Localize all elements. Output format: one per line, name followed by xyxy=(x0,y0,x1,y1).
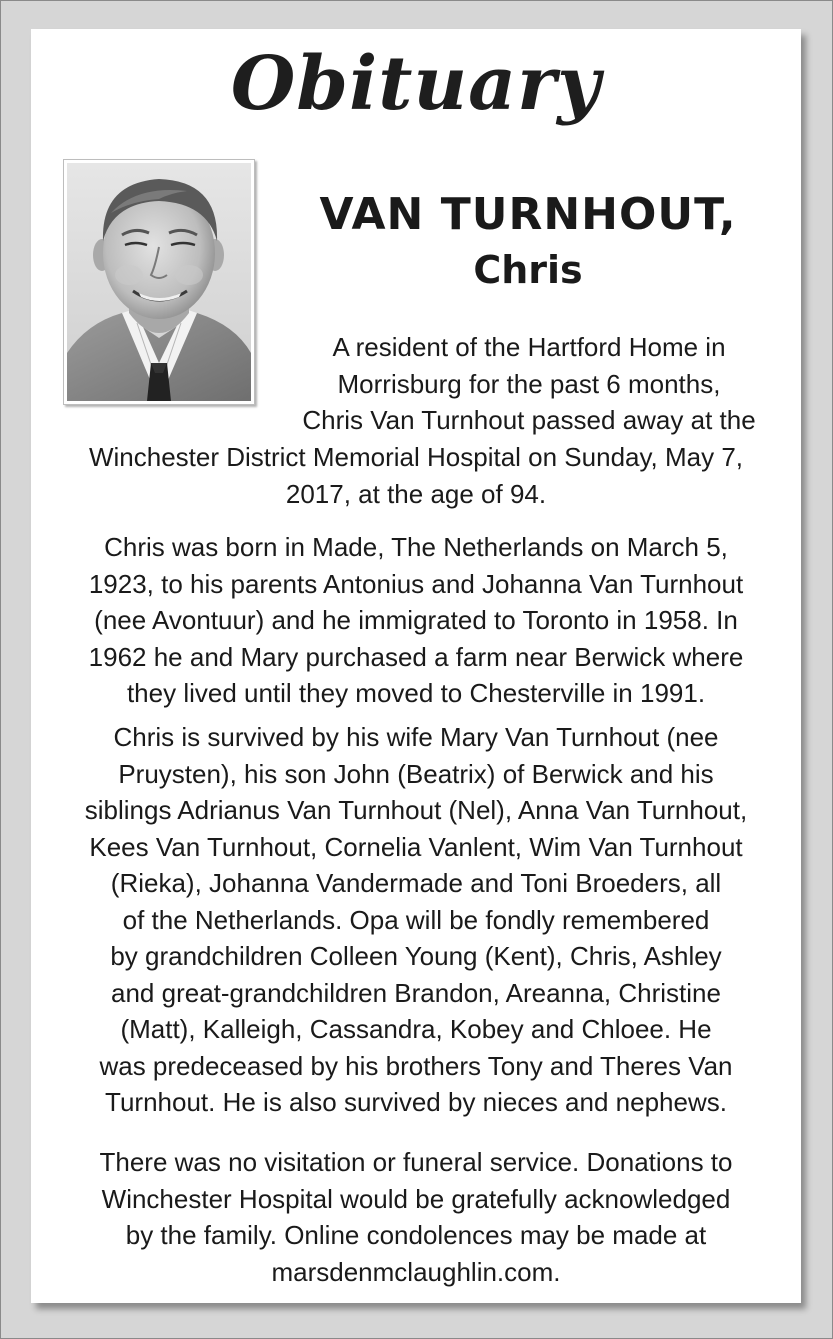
text-line: Turnhout. He is also survived by nieces and nephews. xyxy=(105,1087,727,1117)
text-line: 1962 he and Mary purchased a farm near Berwick where xyxy=(88,641,744,672)
text-line: by the family. Online condolences may be made at xyxy=(125,1220,707,1250)
text-line: Chris is survived by his wife Mary Van Turnhout (nee xyxy=(113,722,719,752)
text-line: (Rieka), Johanna Vandermade and Toni Broeders, all xyxy=(110,868,722,898)
text-line: 1923, to his parents Antonius and Johanna Van Turnhout xyxy=(88,568,744,599)
text-line: Kees Van Turnhout, Cornelia Vanlent, Wim Van Turnhout xyxy=(89,831,743,862)
paragraph-2 xyxy=(41,529,791,712)
text-line: by grandchildren Colleen Young (Kent), Chris, Ashley xyxy=(110,941,722,971)
text-line: Chris Van Turnhout passed away at the xyxy=(302,405,756,435)
text-line: Morrisburg for the past 6 months, xyxy=(337,368,721,399)
obituary-card xyxy=(31,29,801,1303)
text-line: (nee Avontuur) and he immigrated to Toronto in 1958. In xyxy=(94,605,738,635)
paragraph-4 xyxy=(41,1144,791,1290)
text-line: A resident of the Hartford Home in xyxy=(332,332,726,362)
text-line: of the Netherlands. Opa will be fondly remembered xyxy=(122,904,710,935)
condolences-website: marsdenmclaughlin.com. xyxy=(271,1256,561,1287)
text-line: they lived until they moved to Chesterville in 1991. xyxy=(126,678,706,708)
paragraph-1-bottom xyxy=(41,439,791,512)
given-name: Chris xyxy=(473,248,583,292)
text-line: (Matt), Kalleigh, Cassandra, Kobey and Chloee. He xyxy=(120,1014,712,1044)
text-line: There was no visitation or funeral service. Donations to xyxy=(99,1147,733,1177)
surname: VAN TURNHOUT, xyxy=(319,189,737,240)
deceased-name xyxy=(269,187,787,297)
text-line: was predeceased by his brothers Tony and Theres Van xyxy=(99,1050,733,1081)
portrait-photo xyxy=(67,163,251,401)
text-line: Winchester Hospital would be gratefully acknowledged xyxy=(101,1183,731,1214)
text-line: Pruysten), his son John (Beatrix) of Berwick and his xyxy=(118,758,714,789)
text-line: and great-grandchildren Brandon, Areanna, Christine xyxy=(111,977,721,1008)
text-line: Chris was born in Made, The Netherlands on March 5, xyxy=(104,532,728,562)
page-title: Obituary xyxy=(230,41,602,127)
portrait-frame xyxy=(63,159,255,405)
paragraph-3 xyxy=(41,719,791,1121)
paragraph-1-top xyxy=(271,329,787,439)
text-line: Winchester District Memorial Hospital on Sunday, May 7, xyxy=(88,442,744,472)
text-line: 2017, at the age of 94. xyxy=(285,478,547,509)
text-line: siblings Adrianus Van Turnhout (Nel), Anna Van Turnhout, xyxy=(84,795,748,825)
